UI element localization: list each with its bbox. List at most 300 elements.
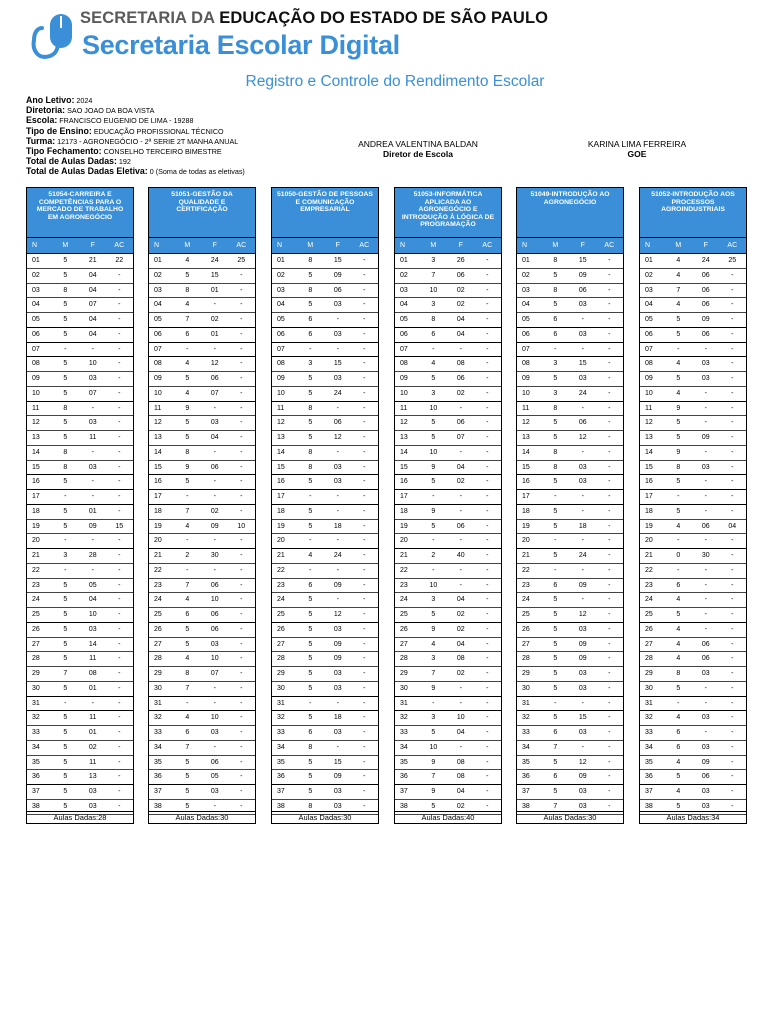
- table-cell: 06: [456, 271, 465, 279]
- table-cell: 04: [456, 463, 465, 471]
- table-cell: -: [363, 699, 366, 707]
- table-row: [149, 549, 255, 564]
- table-row: [27, 313, 133, 328]
- info-row: [26, 165, 245, 175]
- column-header: AC: [604, 242, 615, 249]
- table-cell: 35: [32, 758, 40, 766]
- table-cell: -: [363, 714, 366, 722]
- table-cell: -: [240, 375, 243, 382]
- table-cell: 24: [578, 389, 587, 397]
- table-cell: 06: [701, 773, 710, 781]
- table-cell: -: [213, 404, 216, 412]
- table-row: [149, 770, 255, 785]
- table-cell: -: [118, 463, 121, 471]
- table-cell: 30: [701, 552, 710, 559]
- table-cell: 5: [676, 330, 681, 338]
- table-cell: -: [363, 345, 366, 353]
- signature-role: GOE: [627, 149, 647, 159]
- table-cell: -: [240, 389, 243, 397]
- table-cell: -: [240, 286, 243, 294]
- table-cell: -: [731, 389, 734, 397]
- table-cell: 03: [578, 463, 587, 471]
- table-cell: 02: [456, 625, 465, 633]
- table-cell: 29: [400, 670, 408, 677]
- table-cell: 4: [676, 596, 681, 604]
- table-cell: 5: [676, 419, 681, 427]
- table-cell: 5: [63, 301, 68, 309]
- table-row: [395, 711, 501, 726]
- table-cell: 03: [333, 478, 342, 486]
- table-cell: 7: [185, 581, 190, 589]
- table-cell: 13: [400, 434, 408, 441]
- table-cell: 4: [676, 758, 681, 766]
- table-cell: 08: [32, 360, 40, 368]
- table-cell: -: [213, 537, 216, 545]
- table-cell: -: [486, 301, 489, 309]
- table-cell: 19: [277, 522, 285, 530]
- table-cell: -: [731, 419, 734, 427]
- table-cell: -: [91, 699, 94, 707]
- table-cell: -: [213, 699, 216, 707]
- table-cell: 14: [645, 448, 653, 456]
- column-header: M: [675, 242, 682, 249]
- table-cell: 34: [154, 743, 162, 751]
- table-row: [272, 387, 378, 402]
- table-row: [517, 284, 623, 299]
- table-cell: 04: [88, 286, 97, 294]
- table-cell: 4: [676, 271, 681, 279]
- table-cell: 21: [522, 552, 530, 559]
- table-cell: 8: [553, 463, 558, 471]
- table-cell: 08: [645, 360, 653, 368]
- table-row: [640, 284, 746, 299]
- header-org: [80, 9, 548, 28]
- table-cell: 23: [32, 581, 40, 589]
- table-cell: 17: [645, 493, 653, 500]
- table-cell: -: [309, 566, 312, 574]
- column-header-row: [272, 237, 378, 254]
- table-cell: 05: [522, 316, 530, 323]
- table-cell: 20: [277, 537, 285, 545]
- table-row: [395, 269, 501, 284]
- table-cell: -: [608, 802, 611, 810]
- table-row: [149, 269, 255, 284]
- table-row: [149, 254, 255, 269]
- table-cell: 11: [645, 404, 653, 412]
- table-cell: 10: [522, 389, 530, 397]
- table-cell: 5: [308, 271, 313, 279]
- table-cell: -: [486, 375, 489, 382]
- column-header: M: [430, 242, 437, 249]
- table-cell: 12: [210, 360, 219, 368]
- table-cell: -: [240, 404, 243, 412]
- table-cell: 35: [645, 758, 653, 766]
- table-cell: 40: [456, 552, 465, 559]
- table-row: [517, 461, 623, 476]
- table-cell: 7: [553, 802, 558, 810]
- table-cell: -: [608, 670, 611, 677]
- table-cell: -: [608, 729, 611, 736]
- info-row: [26, 114, 245, 124]
- table-row: [27, 387, 133, 402]
- table-cell: -: [704, 625, 707, 633]
- table-cell: -: [118, 758, 121, 766]
- table-cell: 3: [431, 655, 436, 663]
- table-cell: 8: [308, 743, 313, 751]
- table-cell: -: [91, 537, 94, 545]
- table-row: [395, 357, 501, 372]
- table-cell: 5: [553, 301, 558, 309]
- table-cell: -: [240, 271, 243, 279]
- table-cell: -: [486, 625, 489, 633]
- table-row: [640, 313, 746, 328]
- table-cell: -: [608, 316, 611, 323]
- table-cell: -: [608, 493, 611, 500]
- table-cell: -: [608, 684, 611, 692]
- table-cell: 03: [578, 478, 587, 486]
- table-row: [640, 579, 746, 594]
- table-cell: -: [363, 552, 366, 559]
- table-row: [517, 534, 623, 549]
- table-cell: 28: [32, 655, 40, 663]
- table-cell: -: [581, 566, 584, 574]
- table-row: [640, 593, 746, 608]
- table-cell: 10: [429, 448, 438, 456]
- table-row: [272, 770, 378, 785]
- table-cell: 04: [522, 301, 530, 309]
- table-cell: 09: [578, 655, 587, 663]
- table-cell: 25: [277, 611, 285, 618]
- table-cell: 5: [63, 788, 68, 795]
- table-cell: 02: [210, 316, 219, 323]
- table-cell: 31: [645, 699, 653, 707]
- table-cell: -: [677, 345, 680, 353]
- table-row: [640, 431, 746, 446]
- table-cell: 36: [645, 773, 653, 781]
- table-cell: -: [309, 493, 312, 500]
- table-row: [272, 490, 378, 505]
- table-cell: 03: [277, 286, 285, 294]
- table-cell: -: [581, 316, 584, 323]
- table-cell: -: [608, 640, 611, 648]
- table-cell: -: [336, 743, 339, 751]
- table-cell: -: [363, 670, 366, 677]
- table-cell: 06: [32, 330, 40, 338]
- table-cell: 5: [553, 714, 558, 722]
- table-row: [640, 357, 746, 372]
- table-cell: 4: [308, 552, 313, 559]
- table-cell: 4: [185, 360, 190, 368]
- table-row: [272, 667, 378, 682]
- table-row: [149, 387, 255, 402]
- table-cell: 10: [210, 655, 219, 663]
- table-cell: -: [363, 655, 366, 663]
- table-cell: -: [363, 375, 366, 382]
- table-cell: -: [486, 758, 489, 766]
- table-cell: 03: [210, 640, 219, 648]
- table-row: [272, 298, 378, 313]
- column-header: F: [90, 242, 95, 249]
- table-cell: 21: [277, 552, 285, 559]
- table-row: [27, 446, 133, 461]
- table-cell: -: [486, 581, 489, 589]
- table-cell: 09: [578, 640, 587, 648]
- table-cell: -: [486, 773, 489, 781]
- table-cell: 19: [645, 522, 653, 530]
- table-cell: -: [118, 448, 121, 456]
- table-cell: 3: [431, 257, 436, 264]
- table-cell: -: [118, 743, 121, 751]
- table-cell: 5: [63, 625, 68, 633]
- table-cell: 08: [456, 360, 465, 368]
- table-cell: 10: [154, 389, 162, 397]
- table-cell: -: [363, 581, 366, 589]
- table-cell: 5: [308, 684, 313, 692]
- table-cell: 03: [88, 463, 97, 471]
- table-cell: -: [309, 699, 312, 707]
- table-cell: 05: [645, 316, 653, 323]
- table-cell: 5: [63, 271, 68, 279]
- table-cell: 5: [185, 478, 190, 486]
- table-cell: -: [363, 596, 366, 604]
- column-header: N: [154, 242, 160, 249]
- table-cell: -: [486, 316, 489, 323]
- table-cell: 27: [32, 640, 40, 648]
- table-cell: 5: [553, 655, 558, 663]
- table-cell: 31: [32, 699, 40, 707]
- table-cell: 37: [277, 788, 285, 795]
- table-cell: 08: [456, 773, 465, 781]
- table-cell: 6: [553, 773, 558, 781]
- table-cell: 06: [578, 286, 587, 294]
- table-cell: 06: [701, 655, 710, 663]
- table-cell: 06: [645, 330, 653, 338]
- table-cell: 29: [522, 670, 530, 677]
- table-row: [149, 726, 255, 741]
- table-row: [149, 785, 255, 800]
- table-cell: -: [486, 566, 489, 574]
- header-org-main: EDUCAÇÃO DO ESTADO DE SÃO PAULO: [219, 9, 549, 27]
- table-cell: -: [608, 611, 611, 618]
- table-cell: 09: [333, 581, 342, 589]
- table-cell: -: [486, 596, 489, 604]
- table-cell: 4: [185, 655, 190, 663]
- table-cell: 03: [88, 419, 97, 427]
- table-cell: 21: [645, 552, 653, 559]
- table-cell: 03: [210, 729, 219, 736]
- table-cell: 10: [456, 714, 465, 722]
- table-row: [640, 682, 746, 697]
- table-cell: 32: [154, 714, 162, 722]
- table-cell: -: [213, 566, 216, 574]
- table-cell: 05: [277, 316, 285, 323]
- table-row: [517, 741, 623, 756]
- info-value: 0 (Soma de todas as eletivas): [149, 167, 245, 177]
- table-cell: 12: [277, 419, 285, 427]
- table-row: [149, 652, 255, 667]
- table-cell: 11: [89, 655, 97, 663]
- table-row: [149, 667, 255, 682]
- table-cell: -: [731, 802, 734, 810]
- table-row: [517, 520, 623, 535]
- table-cell: -: [581, 537, 584, 545]
- table-row: [517, 770, 623, 785]
- table-cell: 15: [154, 463, 162, 471]
- table-cell: 9: [431, 788, 436, 795]
- table-cell: -: [704, 581, 707, 589]
- table-row: [27, 726, 133, 741]
- table-cell: 24: [522, 596, 530, 604]
- subject-table: [516, 187, 624, 824]
- column-header-row: [27, 237, 133, 254]
- table-row: [27, 697, 133, 712]
- table-cell: 4: [676, 301, 681, 309]
- table-cell: -: [118, 301, 121, 309]
- table-cell: 09: [32, 375, 40, 382]
- table-cell: 5: [308, 478, 313, 486]
- info-label: Escola:: [26, 115, 58, 126]
- subject-title: 51051-GESTÃO DA QUALIDADE E CERTIFICAÇÃO: [149, 188, 255, 237]
- table-row: [395, 446, 501, 461]
- table-row: [149, 431, 255, 446]
- table-cell: 15: [578, 714, 587, 722]
- table-cell: -: [118, 330, 121, 338]
- table-cell: 09: [645, 375, 653, 382]
- table-cell: 04: [154, 301, 162, 309]
- table-cell: 4: [676, 655, 681, 663]
- table-cell: 06: [701, 640, 710, 648]
- table-cell: 15: [333, 758, 342, 766]
- table-cell: 27: [645, 640, 653, 648]
- table-row: [395, 549, 501, 564]
- table-cell: 09: [522, 375, 530, 382]
- table-cell: 22: [32, 566, 40, 574]
- table-row: [395, 564, 501, 579]
- table-row: [272, 372, 378, 387]
- table-row: [640, 638, 746, 653]
- table-cell: 08: [522, 360, 530, 368]
- table-cell: 5: [63, 581, 68, 589]
- table-cell: 5: [308, 434, 313, 441]
- table-row: [640, 785, 746, 800]
- table-cell: 8: [553, 286, 558, 294]
- table-cell: -: [336, 448, 339, 456]
- signature-director: [318, 139, 518, 159]
- table-cell: -: [240, 330, 243, 338]
- table-cell: 4: [185, 596, 190, 604]
- table-row: [395, 475, 501, 490]
- header-org-prefix: SECRETARIA DA: [80, 9, 220, 27]
- table-cell: 08: [456, 655, 465, 663]
- table-cell: 09: [578, 773, 587, 781]
- table-row: [27, 298, 133, 313]
- table-cell: 17: [154, 493, 162, 500]
- info-value: CONSELHO TERCEIRO BIMESTRE: [103, 146, 222, 156]
- table-cell: -: [118, 537, 121, 545]
- table-cell: -: [432, 699, 435, 707]
- table-cell: -: [432, 566, 435, 574]
- table-cell: -: [118, 345, 121, 353]
- table-row: [517, 652, 623, 667]
- table-cell: 12: [333, 611, 342, 618]
- table-row: [272, 697, 378, 712]
- table-cell: 5: [63, 802, 68, 810]
- table-cell: -: [240, 655, 243, 663]
- table-cell: 5: [308, 507, 313, 515]
- table-cell: 15: [645, 463, 653, 471]
- table-cell: 30: [522, 684, 530, 692]
- table-cell: -: [731, 404, 734, 412]
- table-cell: 5: [185, 758, 190, 766]
- table-row: [517, 431, 623, 446]
- table-row: [149, 475, 255, 490]
- subject-footer: Aulas Dadas:34: [640, 811, 746, 823]
- table-row: [395, 490, 501, 505]
- table-cell: 14: [88, 640, 97, 648]
- table-cell: 5: [676, 611, 681, 618]
- table-cell: -: [363, 611, 366, 618]
- table-cell: -: [731, 360, 734, 368]
- table-cell: 5: [185, 802, 190, 810]
- table-cell: 13: [154, 434, 162, 441]
- table-cell: -: [240, 448, 243, 456]
- table-row: [517, 756, 623, 771]
- table-row: [27, 682, 133, 697]
- table-cell: -: [309, 345, 312, 353]
- table-cell: 8: [308, 257, 313, 264]
- table-cell: 26: [400, 625, 408, 633]
- table-row: [272, 328, 378, 343]
- table-cell: -: [459, 699, 462, 707]
- table-cell: 21: [400, 552, 408, 559]
- table-row: [272, 416, 378, 431]
- table-cell: -: [118, 773, 121, 781]
- table-cell: 14: [277, 448, 285, 456]
- table-cell: -: [240, 773, 243, 781]
- table-cell: 4: [676, 625, 681, 633]
- table-row: [149, 357, 255, 372]
- table-cell: -: [677, 699, 680, 707]
- table-cell: -: [336, 404, 339, 412]
- table-cell: 12: [333, 434, 342, 441]
- table-cell: 18: [522, 507, 530, 515]
- table-cell: -: [731, 448, 734, 456]
- table-cell: -: [459, 581, 462, 589]
- table-cell: 02: [456, 611, 465, 618]
- table-cell: -: [64, 699, 67, 707]
- table-row: [149, 741, 255, 756]
- table-row: [395, 284, 501, 299]
- table-row: [149, 623, 255, 638]
- table-row: [640, 711, 746, 726]
- info-label: Tipo de Ensino:: [26, 125, 92, 136]
- table-row: [517, 623, 623, 638]
- table-cell: 05: [32, 316, 40, 323]
- table-row: [27, 564, 133, 579]
- table-cell: 7: [431, 271, 436, 279]
- table-cell: 02: [154, 271, 162, 279]
- table-cell: 06: [456, 419, 465, 427]
- table-cell: 5: [185, 434, 190, 441]
- table-cell: -: [608, 773, 611, 781]
- table-cell: 7: [553, 743, 558, 751]
- table-cell: -: [459, 566, 462, 574]
- table-row: [272, 593, 378, 608]
- table-cell: 6: [676, 729, 681, 736]
- table-cell: 14: [154, 448, 162, 456]
- table-cell: 18: [333, 522, 342, 530]
- table-cell: 35: [400, 758, 408, 766]
